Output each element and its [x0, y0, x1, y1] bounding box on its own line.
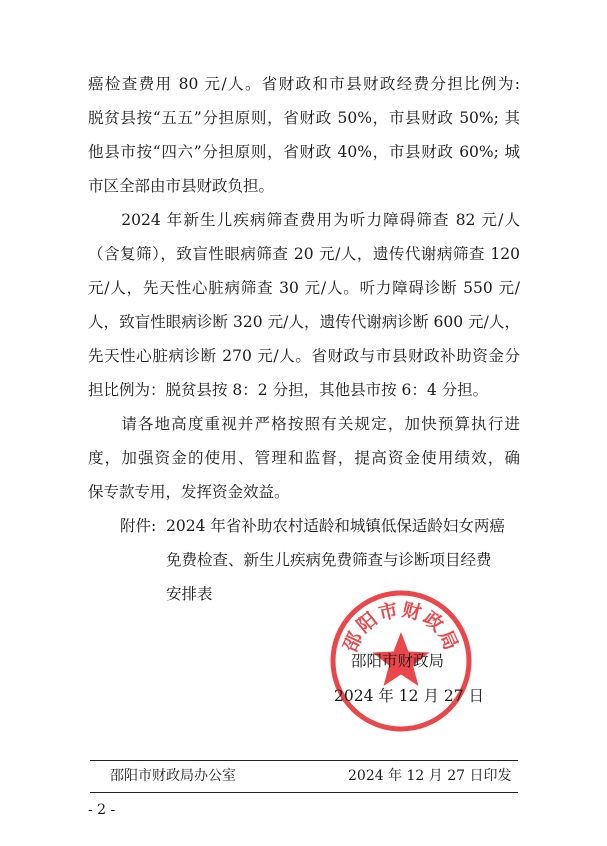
footer-office: 邵阳市财政局办公室: [110, 768, 236, 784]
body-line: 先天性心脏病诊断 270 元/人。省财政与市县财政补助资金分: [88, 347, 520, 365]
body-line: 保专款专用，发挥资金效益。: [88, 483, 290, 501]
footer-print-date: 2024 年 12 月 27 日印发: [348, 768, 512, 784]
body-line: 请各地高度重视并严格按照有关规定，加快预算执行进: [88, 415, 520, 433]
body-line: 担比例为：脱贫县按 8：2 分担，其他县市按 6：4 分担。: [88, 381, 489, 399]
body-line: 癌检查费用 80 元/人。省财政和市县财政经费分担比例为:: [88, 75, 520, 93]
body-line: 元/人，先天性心脏病筛查 30 元/人。听力障碍诊断 550 元/: [88, 279, 520, 297]
attachment-label: 附件:: [120, 517, 157, 535]
svg-text:邵阳市财政局: 邵阳市财政局: [339, 598, 463, 656]
body-line: 度，加强资金的使用、管理和监督，提高资金使用绩效，确: [88, 449, 520, 467]
body-line: 他县市按“四六”分担原则，省财政 40%，市县财政 60%; 城: [88, 143, 520, 161]
attachment-title-line: 安排表: [166, 585, 213, 603]
body-line: （含复筛），致盲性眼病筛查 20 元/人，遗传代谢病筛查 120: [88, 245, 520, 263]
issue-date: 2024 年 12 月 27 日: [334, 687, 485, 705]
issuing-organization: 邵阳市财政局: [351, 652, 445, 670]
body-line: 人，致盲性眼病诊断 320 元/人，遗传代谢病诊断 600 元/人，: [88, 313, 520, 331]
page-number: - 2 -: [88, 802, 116, 818]
body-line: 2024 年新生儿疾病筛查费用为听力障碍筛查 82 元/人: [88, 211, 520, 229]
footer-bottom-rule: [90, 792, 518, 793]
body-line: 脱贫县按“五五”分担原则，省财政 50%，市县财政 50%; 其: [88, 109, 520, 127]
body-line: 市区全部由市县财政负担。: [88, 177, 275, 195]
attachment-title-line: 免费检查、新生儿疾病免费筛查与诊断项目经费: [166, 551, 492, 569]
attachment-title-line: 2024 年省补助农村适龄和城镇低保适龄妇女两癌: [166, 517, 505, 535]
footer-top-rule: [90, 760, 518, 761]
